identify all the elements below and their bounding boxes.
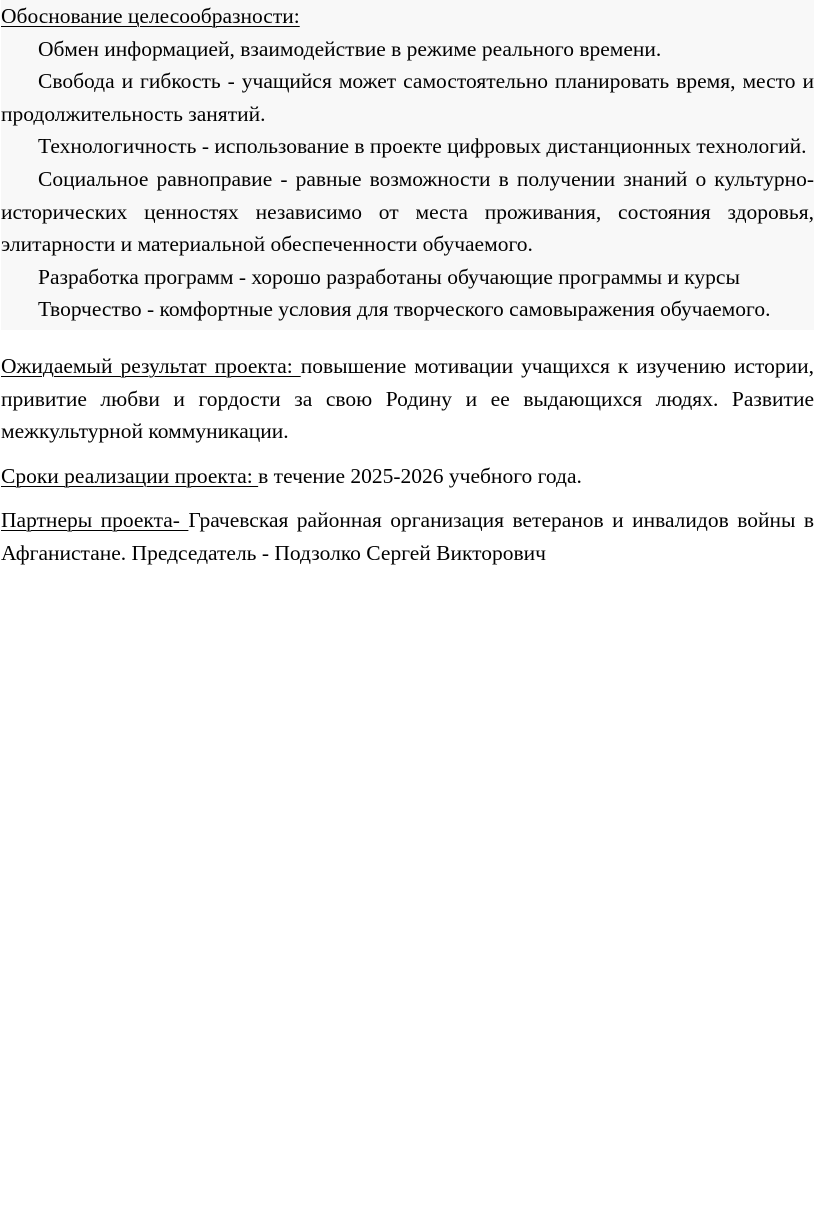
timeline-label: Сроки реализации проекта:: [1, 463, 259, 488]
partners-text: Грачевская районная организация ветеранов и инвалидов войны в Афганистане. Председатель - Подзолко Сергей Викторович: [1, 508, 814, 565]
justification-item: Обмен информацией, взаимодействие в режиме реального времени.: [38, 36, 662, 61]
justification-heading-line: [1, 0, 814, 33]
timeline-text: в течение 2025-2026 учебного года.: [258, 463, 582, 488]
partners-paragraph: [1, 504, 814, 569]
justification-item: Технологичность - использование в проекте цифровых дистанционных технологий.: [38, 134, 807, 159]
justification-block: [1, 0, 814, 330]
justification-item: Разработка программ - хорошо разработаны обучающие программы и курсы: [38, 264, 740, 289]
partners-label: Партнеры проекта-: [1, 508, 189, 533]
expected-result-paragraph: [1, 350, 814, 448]
justification-heading: Обоснование целесообразности:: [1, 4, 300, 28]
expected-result-text: повышение мотивации учащихся к изучению истории, привитие любви и гордости за свою Родину и ее выдающихся людях. Развитие межкультурной коммуникации.: [1, 353, 815, 444]
expected-result-label: Ожидаемый результат проекта:: [1, 353, 301, 378]
justification-item: Свобода и гибкость - учащийся может самостоятельно планировать время, место и продолжительность занятий.: [1, 69, 814, 126]
justification-item: Творчество - комфортные условия для творческого самовыражения обучаемого.: [38, 297, 771, 322]
justification-item: Социальное равноправие - равные возможности в получении знаний о культурно-исторических ценностях независимо от места проживания, состояния здоровья, элитарности и материальной обеспеченности обучаемого.: [1, 166, 814, 257]
timeline-paragraph: [1, 460, 814, 493]
